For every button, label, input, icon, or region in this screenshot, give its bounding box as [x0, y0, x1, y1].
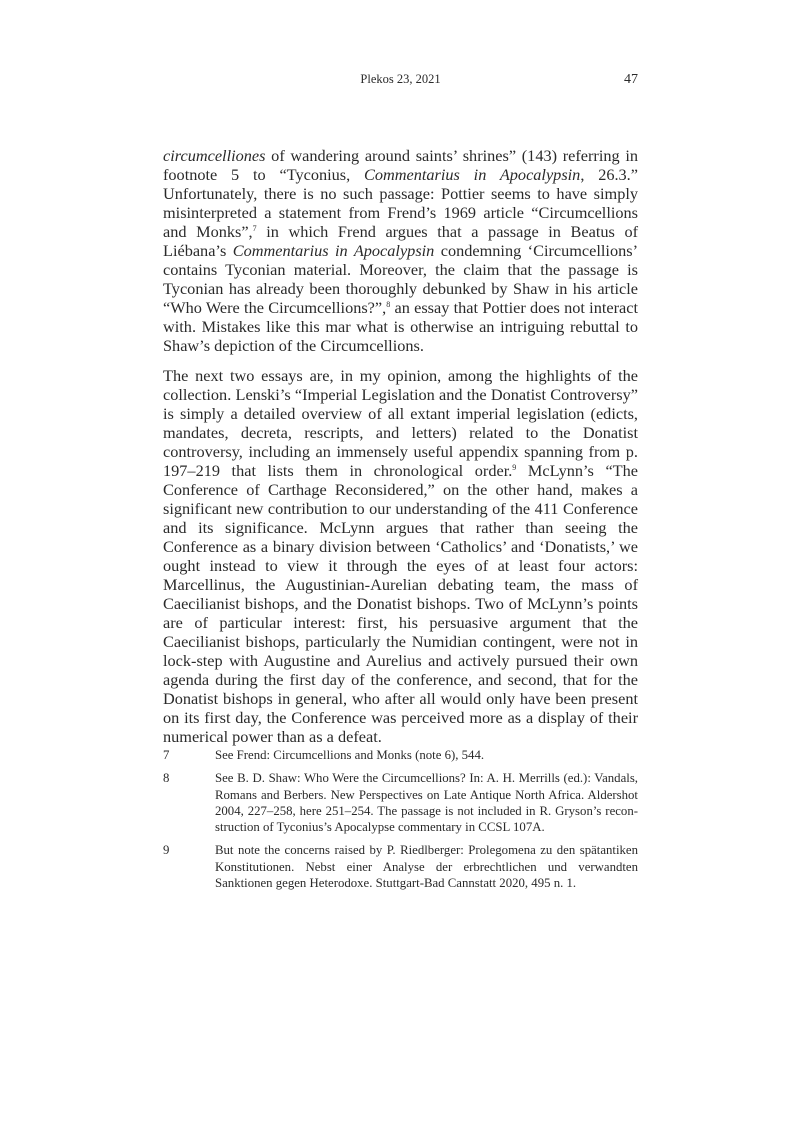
footnote [163, 747, 638, 763]
footnote-text: See B. D. Shaw: Who Were the Circumcellions? In: A. H. Merrills (ed.): Vandals, Romans and Berbers. New Perspectives on Late Antique North Africa. Aldershot 2004, 227–258, here 251–254. The passage is not included in R. Gryson’s reconstruction of Tyconius’s Apocalypse commentary in CCSL 107A. [215, 771, 638, 835]
footnotes-section [163, 747, 638, 898]
italic-title: Commentarius in Apocalypsin [232, 241, 435, 261]
footnote-number: 9 [163, 843, 170, 858]
footnote [163, 770, 638, 835]
footnote [163, 842, 638, 891]
paragraph: The next two essays are, in my opinion, among the highlights of the collection. Lenski’s “Imperial Legislation and the Donatist Controversy” is simply a detailed overview of all extant imperial legislation (edicts, mandates, decreta, rescripts, and letters) related to the Donatist controversy, including an immensely useful appendix spanning from p. 197–219 that lists them in chronological order.$^9$ McLynn’s “The Conference of Carthage Reconsidered,” on the other hand, makes a significant new contribution to our understanding of the 411 Conference and its significance. McLynn argues that rather than seeing the Conference as a binary division between ‘Catholics’ and ‘Donatists,’ we ought instead to view it through the eyes of at least four actors: Marcellinus, the Augustinian-Aurelian debating team, the mass of Caecilianist bishops, and the Donatist bishops. Two of McLynn’s points are of particular interest: first, his persuasive argument that the Caecilianist bishops, particularly the Numidian contingent, were not in lock-step with Augustine and Aurelius and actively pursued their own agenda during the first day of the conference, and second, that for the Donatist bishops in general, who after all would only have been present on its first day, the Conference was perceived more as a display of their numerical power than as a defeat. [163, 365, 638, 747]
footnote-number: 7 [163, 748, 170, 762]
paragraph: circumcelliones of wandering around saints’ shrines” (143) referring in footnote 5 to “Tyconius, Commentarius in Apocalypsin, 26.3.” Unfortunately, there is no such passage: Pottier seems to have simply misinterpreted a statement from Frend’s 1969 article “Circumcellions and Monks”,$^7$ in which Frend argues that a passage in Beatus of Liébana’s Commentarius in Apocalypsin condemning ‘Circumcellions’ contains Tyconian material. Moreover, the claim that the passage is Tyconian has already been thoroughly debunked by Shaw in his article “Who Were the Circumcellions?”,$^8$ an essay that Pottier does not interact with. Mistakes like this mar what is otherwise an intriguing rebuttal to Shaw’s depiction of the Circumcellions. [163, 146, 639, 356]
footnote-reference: 8 [386, 300, 391, 310]
footnote-reference: 7 [252, 224, 257, 234]
footnote-text: See Frend: Circumcellions and Monks (note 6), 544. [215, 748, 485, 762]
footnote-reference: 9 [512, 462, 517, 472]
footnote-number: 8 [163, 771, 170, 786]
running-header [163, 72, 638, 92]
italic-title: Commentarius in Apocalypsin [364, 165, 581, 185]
page-number: 47 [624, 72, 638, 87]
journal-title: Plekos 23, 2021 [360, 72, 441, 86]
footnote-text: But note the concerns raised by P. Riedlberger: Prolegomena zu den spätantiken Konstitutionen. Nebst einer Analyse der erbrechtlichen und verwandten Sanktionen gegen Heterodoxe. Stuttgart-Bad Cannstatt 2020, 495 n. 1. [215, 843, 638, 891]
body-text [163, 146, 638, 746]
italic-title: circumcelliones [163, 146, 266, 165]
